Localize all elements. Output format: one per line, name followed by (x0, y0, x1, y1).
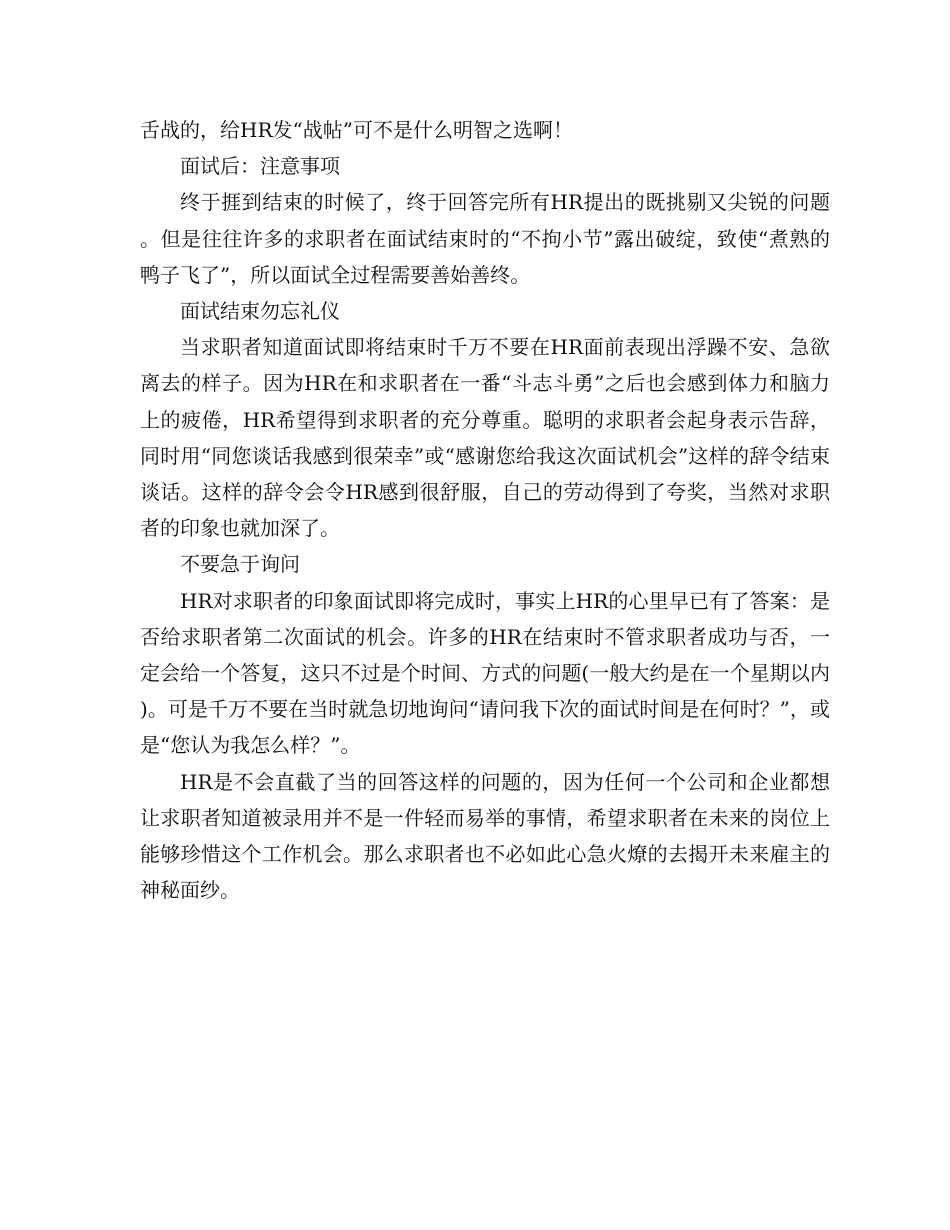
paragraph: 终于捱到结束的时候了，终于回答完所有HR提出的既挑剔又尖锐的问题。但是往往许多的求职者在面试结束时的“不拘小节”露出破绽，致使“煮熟的鸭子飞了”，所以面试全过程需要善始善终。 (140, 190, 830, 287)
paragraph-continued: 舌战的，给HR发“战帖”可不是什么明智之选啊！ (140, 118, 573, 142)
section-heading-after-interview: 面试后：注意事项 (180, 154, 340, 179)
document-page (140, 112, 830, 908)
paragraph: HR是不会直截了当的回答这样的问题的，因为任何一个公司和企业都想让求职者知道被录用并不是一件轻而易举的事情，希望求职者在未来的岗位上能够珍惜这个工作机会。那么求职者也不必如此心急火燎的去揭开未来雇主的神秘面纱。 (140, 769, 830, 903)
paragraph: HR对求职者的印象面试即将完成时，事实上HR的心里早已有了答案：是否给求职者第二次面试的机会。许多的HR在结束时不管求职者成功与否，一定会给一个答复，这只不过是个时间、方式的问题(一般大约是在一个星期以内)。可是千万不要在当时就急切地询问“请问我下次的面试时间是在何时？”，或是“您认为我怎么样？”。 (140, 588, 830, 758)
section-heading-dont-ask: 不要急于询问 (180, 552, 300, 577)
paragraph: 当求职者知道面试即将结束时千万不要在HR面前表现出浮躁不安、急欲离去的样子。因为HR在和求职者在一番“斗志斗勇”之后也会感到体力和脑力上的疲倦，HR希望得到求职者的充分尊重。聪明的求职者会起身表示告辞，同时用“同您谈话我感到很荣幸”或“感谢您给我这次面试机会”这样的辞令结束谈话。这样的辞令会令HR感到很舒服，自己的劳动得到了夸奖，当然对求职者的印象也就加深了。 (140, 335, 830, 541)
section-heading-etiquette: 面试结束勿忘礼仪 (180, 299, 340, 324)
